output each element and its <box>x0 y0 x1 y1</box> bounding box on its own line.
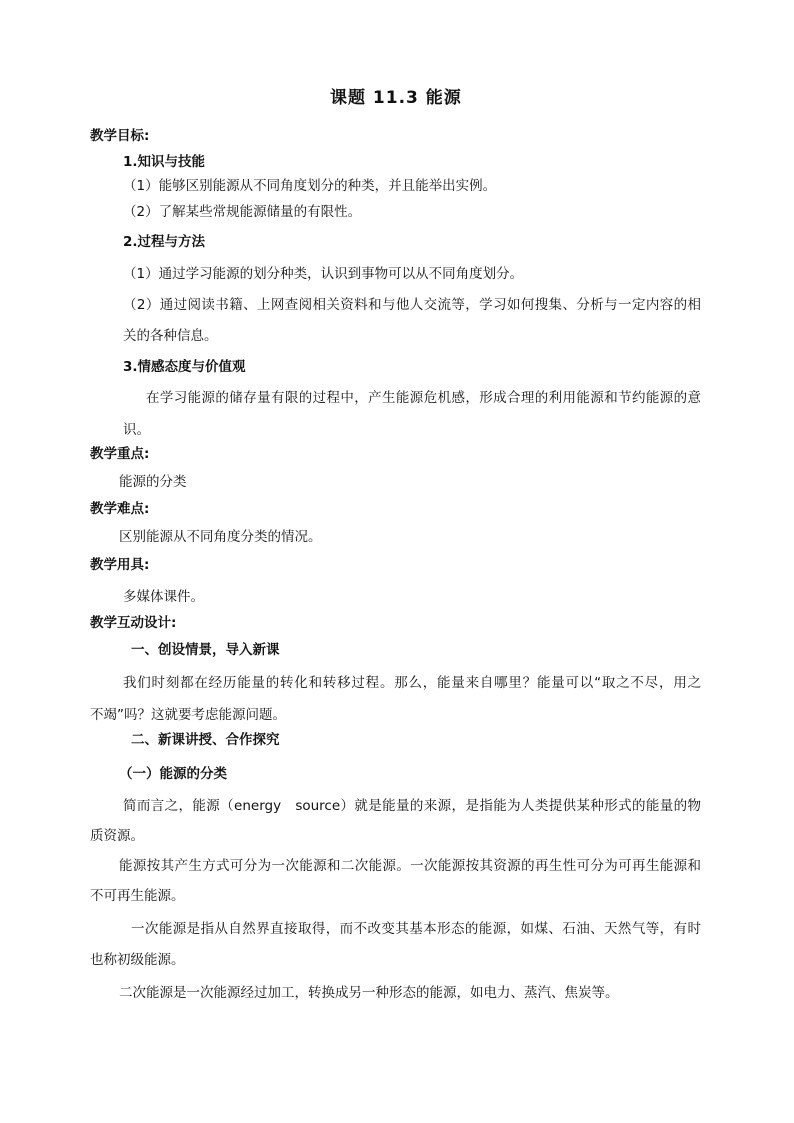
difficulties-text: 区别能源从不同角度分类的情况。 <box>119 529 322 545</box>
para-1-line-1: 简而言之，能源（energy source）就是能量的来源，是指能为人类提供某种形式的能量的物 <box>123 798 701 814</box>
knowledge-item-2: （2）了解某些常规能源储量的有限性。 <box>123 204 362 220</box>
part-1-heading: 一、创设情景，导入新课 <box>131 642 280 658</box>
knowledge-item-1: （1）能够区别能源从不同角度划分的种类，并且能举出实例。 <box>123 178 497 194</box>
process-item-2-line-2: 关的各种信息。 <box>123 328 218 344</box>
design-heading: 教学互动设计: <box>90 615 177 631</box>
energy-classification-heading: （一）能源的分类 <box>119 766 227 782</box>
process-methods-heading: 2.过程与方法 <box>123 234 206 250</box>
difficulties-heading: 教学难点: <box>90 501 150 517</box>
para-1-line-2: 质资源。 <box>90 828 144 844</box>
para-3-line-1: 一次能源是指从自然界直接取得，而不改变其基本形态的能源，如煤、石油、天然气等，有时 <box>131 921 701 937</box>
para-3-line-2: 也称初级能源。 <box>90 952 185 968</box>
part-2-heading: 二、新课讲授、合作探究 <box>131 732 280 748</box>
key-points-heading: 教学重点: <box>90 446 150 462</box>
process-item-2-line-1: （2）通过阅读书籍、上网查阅相关资料和与他人交流等，学习如何搜集、分析与一定内容的相 <box>123 297 701 313</box>
tools-text: 多媒体课件。 <box>123 589 204 605</box>
para-4: 二次能源是一次能源经过加工，转换成另一种形态的能源，如电力、蒸汽、焦炭等。 <box>119 985 619 1001</box>
emotion-values-heading: 3.情感态度与价值观 <box>123 359 246 375</box>
emotion-line-2: 识。 <box>123 422 150 438</box>
para-2-line-1: 能源按其产生方式可分为一次能源和二次能源。一次能源按其资源的再生性可分为可再生能源和 <box>119 858 701 874</box>
lesson-title: 课题 11.3 能源 <box>330 88 462 108</box>
emotion-line-1: 在学习能源的储存量有限的过程中，产生能源危机感，形成合理的利用能源和节约能源的意 <box>146 390 701 406</box>
tools-heading: 教学用具: <box>90 557 150 573</box>
part-1-line-2: 不竭”吗？这就要考虑能源问题。 <box>90 707 286 723</box>
part-1-line-1: 我们时刻都在经历能量的转化和转移过程。那么，能量来自哪里？能量可以“取之不尽，用之 <box>123 675 701 691</box>
key-points-text: 能源的分类 <box>119 474 187 490</box>
objectives-heading: 教学目标: <box>90 128 150 144</box>
knowledge-skills-heading: 1.知识与技能 <box>123 154 206 170</box>
para-2-line-2: 不可再生能源。 <box>90 888 185 904</box>
process-item-1: （1）通过学习能源的划分种类，认识到事物可以从不同角度划分。 <box>123 266 524 282</box>
